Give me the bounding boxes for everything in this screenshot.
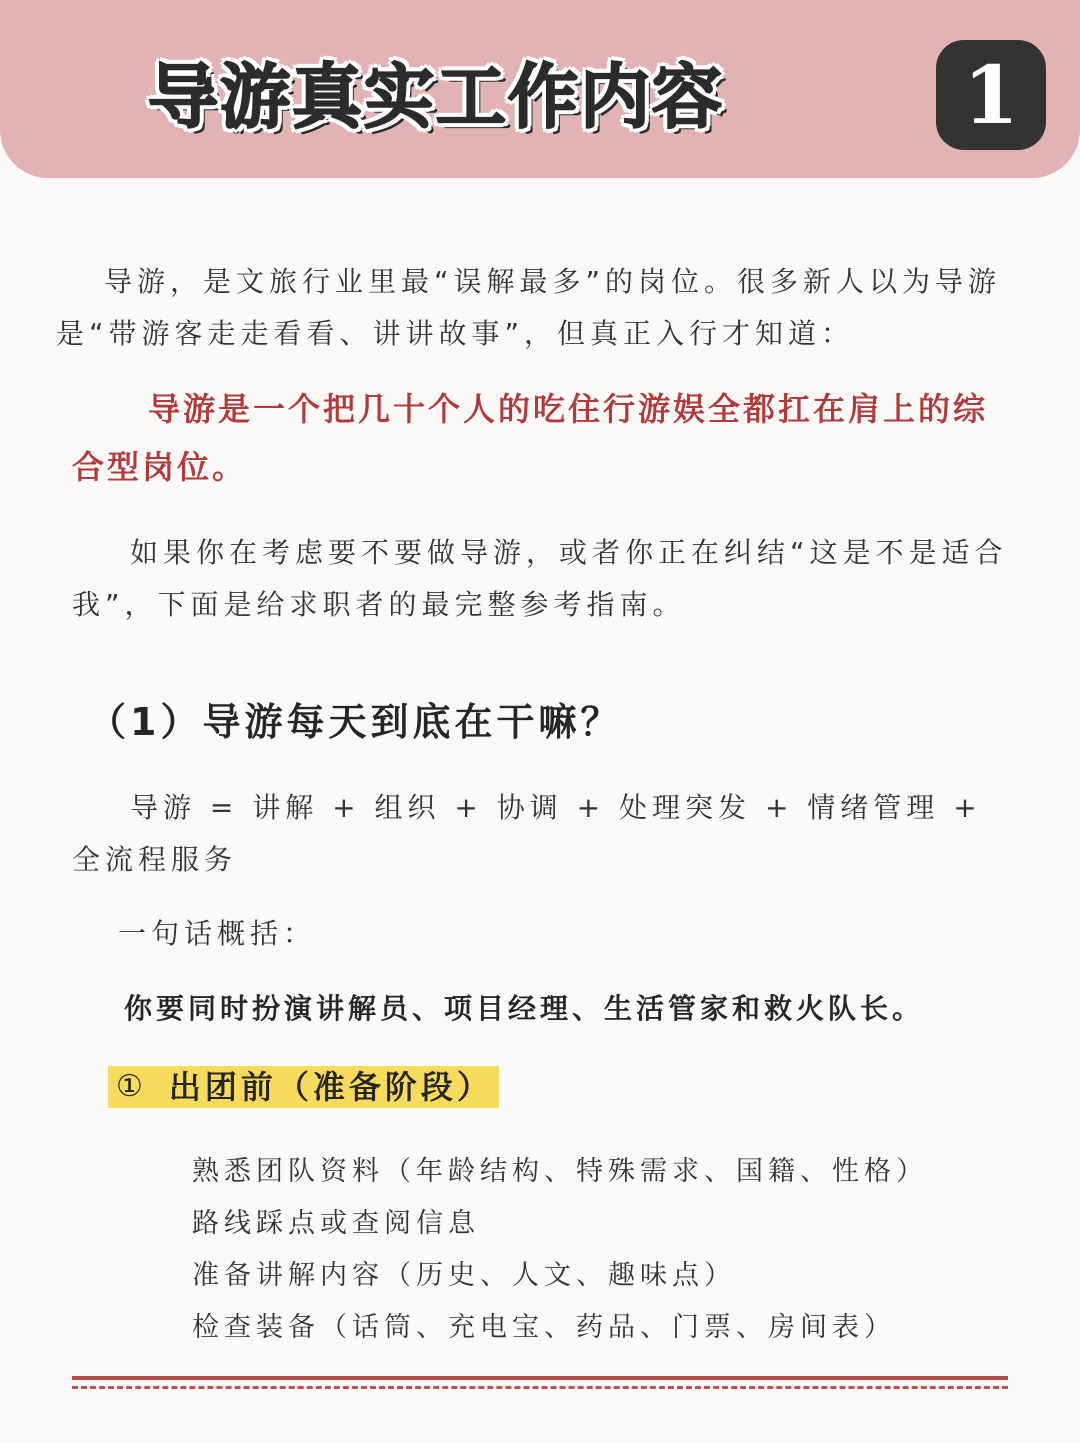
list-item: 准备讲解内容（历史、人文、趣味点） [192, 1260, 736, 1291]
list-item: 熟悉团队资料（年龄结构、特殊需求、国籍、性格） [192, 1156, 928, 1187]
stage-number: ① [116, 1069, 143, 1104]
section-heading: （1）导游每天到底在干嘛？ [88, 700, 623, 744]
summary-label: 一句话概括： [118, 917, 317, 950]
intro-paragraph-2: 如果你在考虑要不要做导游，或者你正在纠结“这是不是适合我”，下面是给求职者的最完整参考指南。 [72, 536, 1008, 621]
intro-paragraph-1: 导游，是文旅行业里最“误解最多”的岗位。很多新人以为导游是“带游客走走看看、讲讲故事”，但真正入行才知道： [56, 265, 1002, 350]
job-formula: 导游 = 讲解 + 组织 + 协调 + 处理突发 + 情绪管理 + 全流程服务 [72, 791, 982, 876]
key-definition-highlight: 导游是一个把几十个人的吃住行游娱全都扛在肩上的综合型岗位。 [72, 390, 989, 486]
footer-divider-dashed [72, 1386, 1008, 1389]
preparation-task-list [192, 1146, 928, 1354]
stage-label: 出团前（准备阶段） [168, 1068, 493, 1106]
stage-heading-highlight [108, 1066, 499, 1108]
page-title: 导游真实工作内容 [148, 56, 724, 138]
chapter-number-badge: 1 [936, 40, 1046, 150]
list-item: 路线踩点或查阅信息 [192, 1208, 480, 1239]
summary-statement: 你要同时扮演讲解员、项目经理、生活管家和救火队长。 [124, 992, 925, 1025]
list-item: 检查装备（话筒、充电宝、药品、门票、房间表） [192, 1312, 896, 1343]
footer-divider-solid [72, 1376, 1008, 1380]
header-banner [0, 0, 1080, 178]
